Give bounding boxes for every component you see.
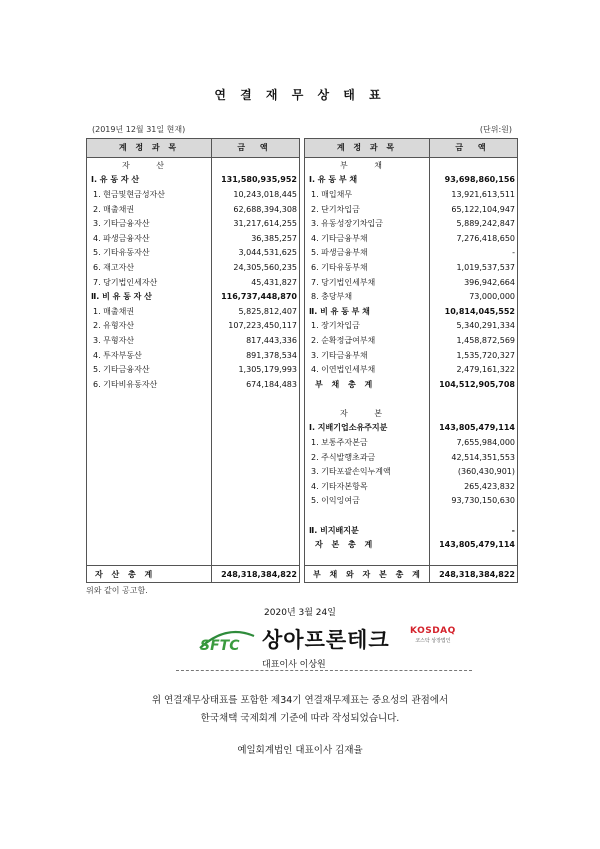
row-amount: 31,217,614,255 [233,219,297,229]
row-amount: 24,305,560,235 [233,262,297,272]
table-row [305,260,517,275]
table-row [305,333,517,348]
table-row [305,319,517,334]
table-row [87,173,299,188]
row-label: 7. 당기법인세부채 [311,277,376,287]
table-row [87,319,299,334]
row-label: Ⅱ. 비 유 동 부 채 [309,306,370,316]
table-row [305,421,517,436]
row-label: 자 본 총 계 [315,540,376,550]
row-label: 2. 단기차입금 [311,204,360,214]
table-row [87,304,299,319]
row-label: Ⅰ. 지배기업소유주지분 [309,423,388,433]
liabilities-equity-total-label: 부 채 와 자 본 총 계 [313,569,423,579]
row-amount: 45,431,827 [251,277,297,287]
row-amount: 817,443,336 [246,335,297,345]
row-amount: 1,458,872,569 [456,335,515,345]
table-row [305,479,517,494]
table-row [87,362,299,377]
row-label: 5. 이익잉여금 [311,496,360,506]
audit-statement-line-1: 위 연결재무상태표를 포함한 제34기 연결재무제표는 중요성의 관점에서 [151,695,449,706]
table-row [87,202,299,217]
row-label: 6. 기타유동부채 [311,262,368,272]
kosdaq-badge-subtitle: 코스닥 상장법인 [415,638,451,644]
table-row [305,231,517,246]
table-row [305,406,517,421]
row-label: 2. 순확정급여부채 [311,335,376,345]
company-name: 상아프론테크 [262,628,390,652]
row-amount: 1,535,720,327 [456,350,515,360]
row-label: 2. 주식발행초과금 [311,452,376,462]
auditor-signature: 예일회계법인 대표이사 김재율 [237,745,363,756]
row-label: 3. 무형자산 [93,335,135,345]
company-logo-icon [196,628,256,654]
row-amount: 116,737,448,870 [221,292,297,302]
table-row [87,348,299,363]
row-label: 8. 충당부채 [311,292,353,302]
row-amount: 36,385,257 [251,233,297,243]
row-label: 자 본 [340,408,394,418]
table-row [87,333,299,348]
divider [176,670,472,671]
table-row [305,435,517,450]
row-amount: 62,688,394,308 [233,204,297,214]
table-row [87,231,299,246]
table-row [87,275,299,290]
row-label: 1. 보통주자본금 [311,438,368,448]
table-row [87,246,299,261]
row-label: 4. 기타금융부채 [311,233,368,243]
table-row [305,246,517,261]
row-label: 5. 기타금융자산 [93,365,150,375]
table-row [87,187,299,202]
assets-rows [87,158,299,392]
row-label: 3. 기타금융부채 [311,350,368,360]
row-amount: 65,122,104,947 [451,204,515,214]
row-label: 6. 재고자산 [93,262,135,272]
table-header [87,139,299,158]
row-amount: (360,430,901) [457,467,515,477]
row-amount: 7,655,984,000 [456,438,515,448]
row-amount: 5,340,291,334 [456,321,515,331]
row-amount: 2,479,161,322 [456,365,515,375]
row-amount: - [511,525,515,535]
row-amount: 104,512,905,708 [439,379,515,389]
liabilities-equity-rows [305,158,517,552]
unit-label: (단위:원) [479,125,512,134]
row-amount: 1,019,537,537 [456,262,515,272]
row-amount: 265,423,832 [464,481,515,491]
row-label: 2. 매출채권 [93,204,135,214]
assets-total-amount: 248,318,384,822 [221,569,297,579]
row-label: 3. 기타포괄손익누계액 [311,467,391,477]
row-label: 1. 현금및현금성자산 [93,189,165,199]
row-label: 3. 유동성장기차입금 [311,219,383,229]
row-label: Ⅱ. 비 유 동 자 산 [91,292,152,302]
table-row [87,260,299,275]
table-row [305,275,517,290]
row-label: 3. 기타금융자산 [93,219,150,229]
header-amount: 금 액 [455,143,492,152]
row-label: 4. 파생금융자산 [93,233,150,243]
row-label: Ⅰ. 유 동 부 채 [309,175,358,185]
notice-text: 위와 같이 공고함. [86,586,148,595]
assets-total-row [87,565,299,582]
row-amount: 10,243,018,445 [233,189,297,199]
table-row [305,289,517,304]
row-amount: 13,921,613,511 [451,189,515,199]
row-amount: 107,223,450,117 [228,321,297,331]
table-row [305,304,517,319]
table-row [305,348,517,363]
audit-statement-line-2: 한국채택 국제회계 기준에 따라 작성되었습니다. [200,713,400,724]
row-label: 2. 유형자산 [93,321,135,331]
table-row [305,537,517,552]
table-row [87,377,299,392]
row-label: 1. 장기차입금 [311,321,360,331]
table-row [305,202,517,217]
row-label: 4. 이연법인세부채 [311,365,376,375]
table-row [305,158,517,173]
assets-table [86,138,300,583]
row-amount: 10,814,045,552 [444,306,515,316]
liabilities-equity-table [304,138,518,583]
row-amount: 143,805,479,114 [439,540,515,550]
liabilities-equity-total-row [305,565,517,582]
table-row [305,216,517,231]
row-amount: 7,276,418,650 [456,233,515,243]
row-amount: 5,825,812,407 [238,306,297,316]
row-amount: 42,514,351,553 [451,452,515,462]
liabilities-equity-total-amount: 248,318,384,822 [439,569,515,579]
row-label: 5. 파생금융부채 [311,248,368,258]
table-row [305,464,517,479]
row-amount: 3,044,531,625 [238,248,297,258]
row-label: 4. 기타자본항목 [311,481,368,491]
ceo-name: 대표이사 이상원 [262,660,326,670]
row-amount: 891,378,534 [246,350,297,360]
row-amount: 1,305,179,993 [238,365,297,375]
table-row [87,158,299,173]
row-amount: 93,730,150,630 [451,496,515,506]
table-row [305,494,517,509]
row-label: 4. 투자부동산 [93,350,142,360]
row-amount: 5,889,242,847 [456,219,515,229]
row-amount: 131,580,935,952 [221,175,297,185]
row-label: 5. 기타유동자산 [93,248,150,258]
row-label: Ⅰ. 유 동 자 산 [91,175,140,185]
table-row [305,450,517,465]
document-title: 연 결 재 무 상 태 표 [214,88,386,102]
table-row [305,377,517,392]
logo-text: SFTC [200,638,240,654]
row-label: 6. 기타비유동자산 [93,379,158,389]
header-item: 계 정 과 목 [305,139,430,157]
row-amount: 143,805,479,114 [439,423,515,433]
kosdaq-badge-title: KOSDAQ [410,626,456,636]
row-label: Ⅱ. 비지배지분 [309,525,359,535]
row-label: 1. 매출채권 [93,306,135,316]
table-row [305,508,517,523]
publication-date: 2020년 3월 24일 [264,608,336,618]
row-label: 부 채 [340,160,394,170]
table-row [305,362,517,377]
row-label: 1. 매입채무 [311,189,353,199]
row-label: 부 채 총 계 [315,379,376,389]
header-amount: 금 액 [237,143,274,152]
row-amount: - [512,248,515,258]
table-row [305,523,517,538]
table-header [305,139,517,158]
row-amount: 73,000,000 [469,292,515,302]
table-row [305,173,517,188]
header-item: 계 정 과 목 [87,139,212,157]
row-label: 7. 당기법인세자산 [93,277,158,287]
table-row [305,187,517,202]
row-amount: 396,942,664 [464,277,515,287]
as-of-date: (2019년 12월 31일 현재) [92,125,186,134]
table-row [87,216,299,231]
row-amount: 93,698,860,156 [444,175,515,185]
table-row [87,289,299,304]
kosdaq-badge [410,626,456,644]
assets-total-label: 자 산 총 계 [95,569,156,579]
row-label: 자 산 [122,160,176,170]
row-amount: 674,184,483 [246,379,297,389]
table-row [305,392,517,407]
